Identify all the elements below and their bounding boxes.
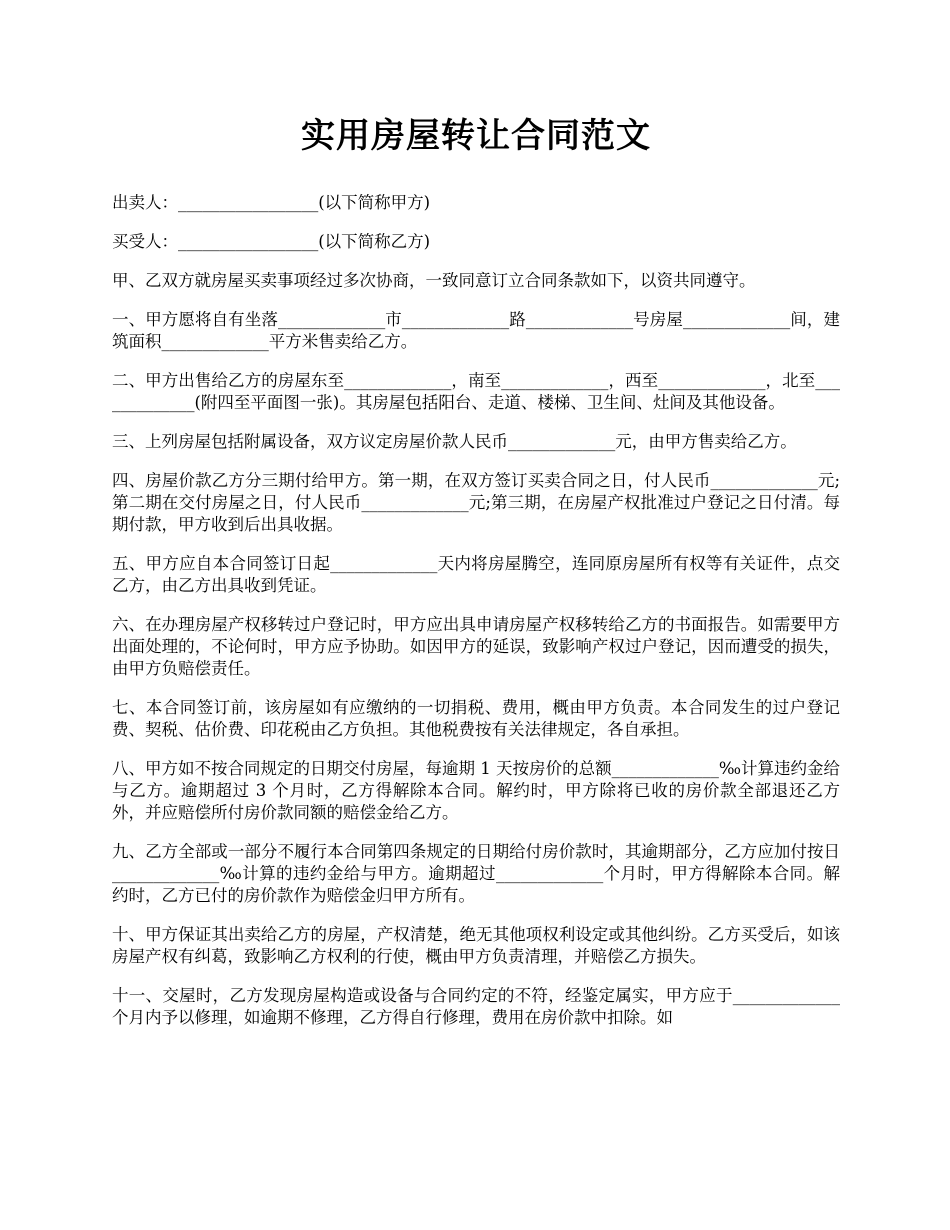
intro-paragraph: 甲、乙双方就房屋买卖事项经过多次协商，一致同意订立合同条款如下，以资共同遵守。 xyxy=(112,271,756,290)
clause-4: 四、房屋价款乙方分三期付给甲方。第一期，在双方签订买卖合同之日，付人民币_____________元;第二期在交付房屋之日，付人民币_____________元;第三期，在房屋产权批准过户登记之日付清。每期付款，甲方收到后出具收据。 xyxy=(112,471,840,534)
clause-1: 一、甲方愿将自有坐落_____________市_____________路_____________号房屋_____________间，建筑面积_____________平方米售卖给乙方。 xyxy=(112,310,840,351)
document-title: 实用房屋转让合同范文 xyxy=(301,116,651,156)
seller-line: 出卖人：_________________(以下简称甲方) xyxy=(112,193,431,212)
clause-7: 七、本合同签订前，该房屋如有应缴纳的一切捐税、费用，概由甲方负责。本合同发生的过户登记费、契税、估价费、印花税由乙方负担。其他税费按有关法律规定，各自承担。 xyxy=(112,698,840,739)
buyer-line: 买受人：_________________(以下简称乙方) xyxy=(112,232,431,251)
clause-6: 六、在办理房屋产权移转过户登记时，甲方应出具申请房屋产权移转给乙方的书面报告。如需要甲方出面处理的，不论何时，甲方应予协助。如因甲方的延误，致影响产权过户登记，因而遭受的损失，由甲方负赔偿责任。 xyxy=(112,615,840,678)
clause-5: 五、甲方应自本合同签订日起_____________天内将房屋腾空，连同原房屋所有权等有关证件，点交乙方，由乙方出具收到凭证。 xyxy=(112,554,840,595)
contract-page xyxy=(112,112,840,1046)
clause-11: 十一、交屋时，乙方发现房屋构造或设备与合同约定的不符，经鉴定属实，甲方应于_____________个月内予以修理，如逾期不修理，乙方得自行修理，费用在房价款中扣除。如 xyxy=(112,986,840,1027)
clause-10: 十、甲方保证其出卖给乙方的房屋，产权清楚，绝无其他项权利设定或其他纠纷。乙方买受后，如该房屋产权有纠葛，致影响乙方权利的行使，概由甲方负责清理，并赔偿乙方损失。 xyxy=(112,925,840,966)
clause-3: 三、上列房屋包括附属设备，双方议定房屋价款人民币_____________元，由甲方售卖给乙方。 xyxy=(112,432,797,451)
clause-2: 二、甲方出售给乙方的房屋东至_____________，南至_____________，西至_____________，北至_____________(附四至平面图一张)。其房屋包括阳台、走道、楼梯、卫生间、灶间及其他设备。 xyxy=(112,371,840,412)
clause-9: 九、乙方全部或一部分不履行本合同第四条规定的日期给付房价款时，其逾期部分，乙方应加付按日_____________‰计算的违约金给与甲方。逾期超过_____________个月时，甲方得解除本合同。解约时，乙方已付的房价款作为赔偿金归甲方所有。 xyxy=(112,842,840,905)
clause-8: 八、甲方如不按合同规定的日期交付房屋，每逾期 1 天按房价的总额_____________‰计算违约金给与乙方。逾期超过 3 个月时，乙方得解除本合同。解约时，甲方除将已收的房价款全部退还乙方外，并应赔偿所付房价款同额的赔偿金给乙方。 xyxy=(112,759,840,822)
